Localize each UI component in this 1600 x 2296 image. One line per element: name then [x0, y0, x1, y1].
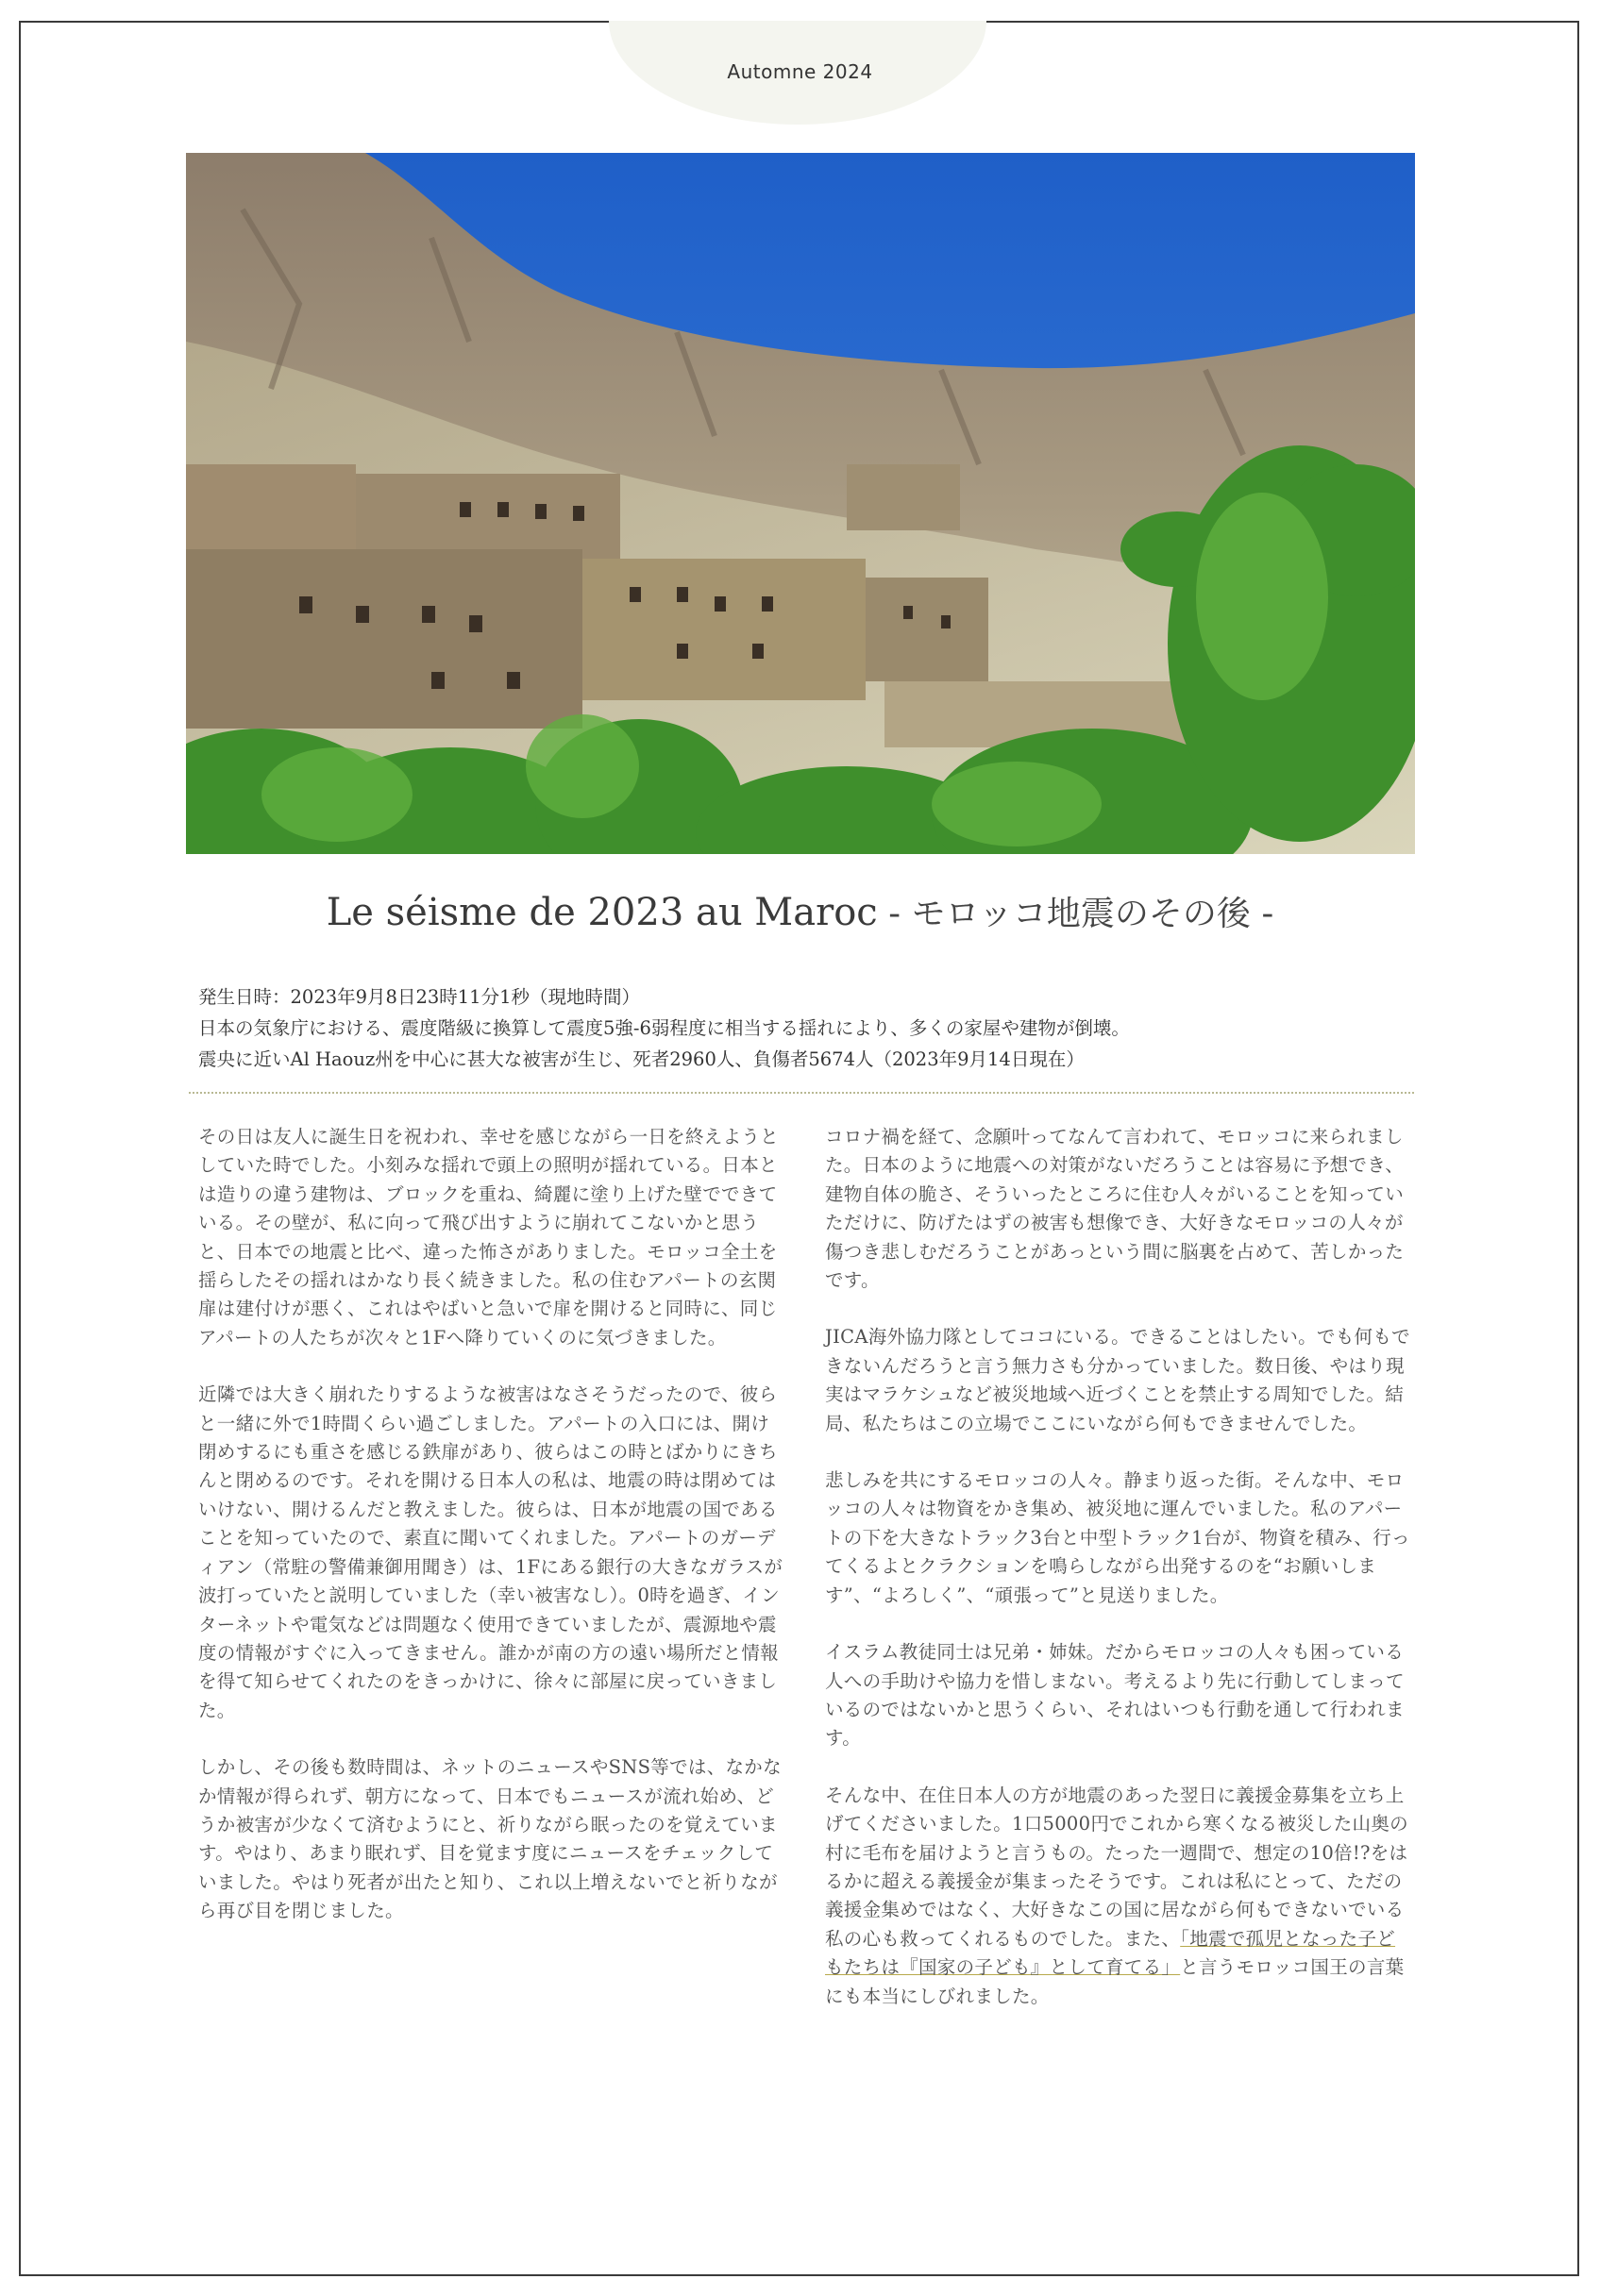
quake-info [198, 981, 1416, 1075]
final-text-before: そんな中、在住日本人の方が地震のあった翌日に義援金募集を立ち上げてくださいました。1口5000円でこれから寒くなる被災した山奥の村に毛布を届けようと言うもの。たった一週間で、想定の10倍!?をはるかに超える義援金が集まったそうです。これは私にとって、ただの義援金集めではなく、大好きなこの国に居ながら何もできないでいる私の心も救ってくれるものでした。また、 [825, 1784, 1408, 1950]
season-label: Automne 2024 [727, 60, 873, 83]
paragraph: 近隣では大きく崩れたりするような被害はなさそうだったので、彼らと一緒に外で1時間くらい過ごしました。アパートの入口には、開け閉めするにも重さを感じる鉄扉があり、彼らはこの時とばかりにきちんと閉めるのです。それを開ける日本人の私は、地震の時は閉めてはいけない、開けるんだと教えました。彼らは、日本が地震の国であることを知っていたので、素直に聞いてくれました。アパートのガーディアン（常駐の警備兼御用聞き）は、1Fにある銀行の大きなガラスが波打っていたと説明していました（幸い被害なし）。0時を過ぎ、インターネットや電気などは問題なく使用できていましたが、震源地や震度の情報がすぐに入ってきません。誰かが南の方の遠い場所だと情報を得て知らせてくれたのをきっかけに、徐々に部屋に戻っていきました。 [198, 1383, 783, 1721]
paragraph: JICA海外協力隊としてココにいる。できることはしたい。でも何もできないんだろうと言う無力さも分かっていました。数日後、やはり現実はマラケシュなど被災地域へ近づくことを禁止する周知でした。結局、私たちはこの立場でここにいながら何もできませんでした。 [825, 1326, 1410, 1434]
article-title [0, 887, 1600, 935]
paragraph: しかし、その後も数時間は、ネットのニュースやSNS等では、なかなか情報が得られず、朝方になって、日本でもニュースが流れ始め、どうか被害が少なくて済むようにと、祈りながら眠ったのを覚えています。やはり、あまり眠れず、目を覚ます度にニュースをチェックしていました。やはり死者が出たと知り、これ以上増えないでと祈りながら再び目を閉じました。 [198, 1756, 782, 1922]
paragraph-final [825, 1782, 1412, 2011]
paragraph: 悲しみを共にするモロッコの人々。静まり返った街。そんな中、モロッコの人々は物資をかき集め、被災地に運んでいました。私のアパートの下を大きなトラック3台と中型トラック1台が、物資を積み、行ってくるよとクラクションを鳴らしながら出発するのを“お願いします”、“よろしく”、“頑張って”と見送りました。 [825, 1469, 1410, 1606]
king-quote: 「地震で孤児となった子どもたちは『国家の子ども』として育てる」 [825, 1927, 1396, 1979]
info-intensity: 日本の気象庁における、震度階級に換算して震度5強-6弱程度に相当する揺れにより、多くの家屋や建物が倒壊。 [198, 1017, 1130, 1039]
left-column [198, 1123, 785, 1954]
right-column [825, 1123, 1412, 2039]
title-japanese: - モロッコ地震のその後 - [877, 895, 1274, 933]
title-french: Le séisme de 2023 au Maroc [326, 891, 878, 934]
paragraph: コロナ禍を経て、念願叶ってなんて言われて、モロッコに来られました。日本のように地震への対策がないだろうことは容易に予想でき、建物自体の脆さ、そういったところに住む人々がいることを知っていただけに、防げたはずの被害も想像でき、大好きなモロッコの人々が傷つき悲しむだろうことがあっという間に脳裏を占めて、苦しかったです。 [825, 1126, 1405, 1292]
info-date: 発生日時：2023年9月8日23時11分1秒（現地時間） [198, 986, 640, 1008]
final-text-after: と言うモロッコ国王の言葉にも本当にしびれました。 [825, 1956, 1405, 2007]
dotted-divider [189, 1092, 1414, 1094]
mountain-village-photo [186, 153, 1415, 854]
paragraph: イスラム教徒同士は兄弟・姉妹。だからモロッコの人々も困っている人への手助けや協力を惜しまない。考えるより先に行動してしまっているのではないかと思うくらい、それはいつも行動を通して行われます。 [825, 1641, 1405, 1750]
info-casualties: 震央に近いAl Haouz州を中心に甚大な被害が生じ、死者2960人、負傷者5674人（2023年9月14日現在） [198, 1048, 1085, 1070]
paragraph: その日は友人に誕生日を祝われ、幸せを感じながら一日を終えようとしていた時でした。小刻みな揺れで頭上の照明が揺れている。日本とは造りの違う建物は、ブロックを重ね、綺麗に塗り上げた壁でできている。その壁が、私に向って飛び出すように崩れてこないかと思うと、日本での地震と比べ、違った怖さがありました。モロッコ全土を揺らしたその揺れはかなり長く続きました。私の住むアパートの玄関扉は建付けが悪く、これはやばいと急いで扉を開けると同時に、同じアパートの人たちが次々と1Fへ降りていくのに気づきました。 [198, 1126, 779, 1349]
